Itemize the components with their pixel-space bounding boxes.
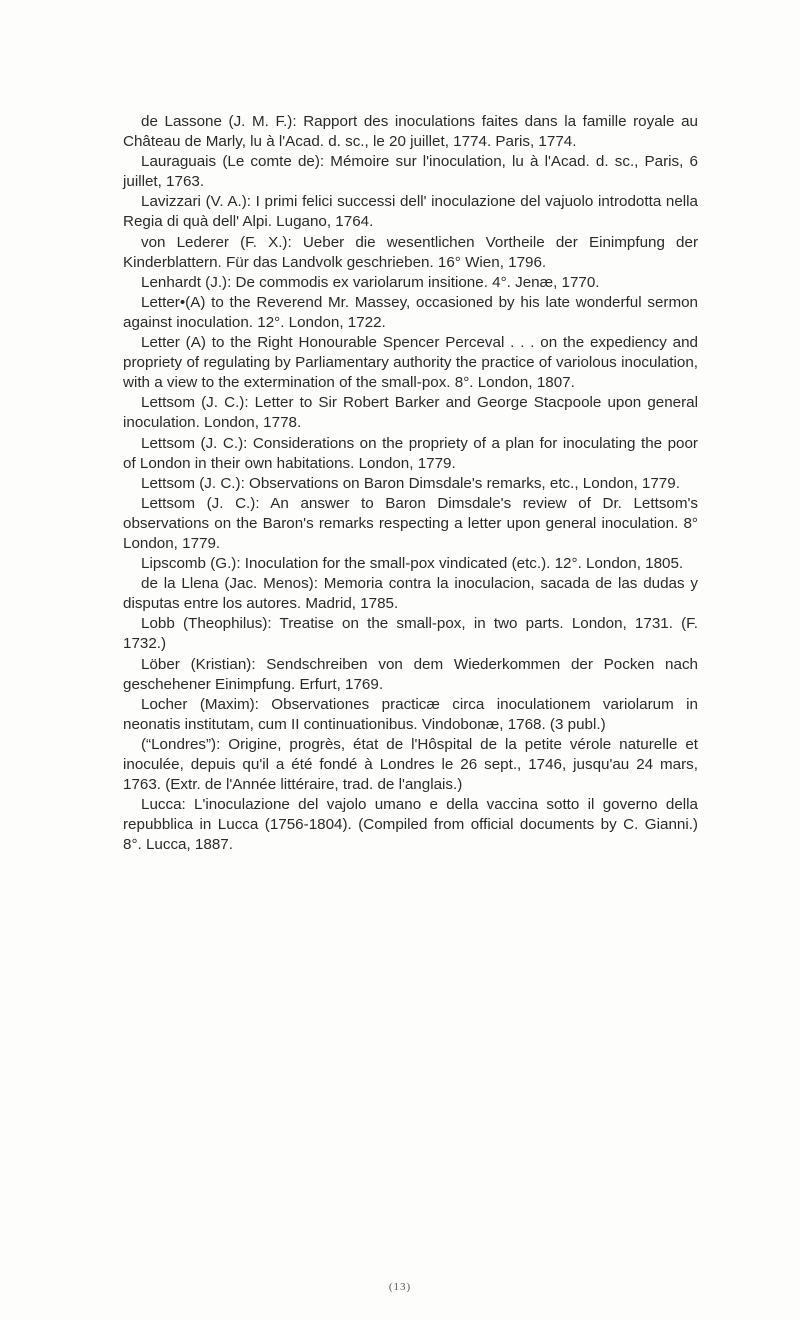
- bibliography-list: [123, 112, 698, 855]
- bibliography-entry: Löber (Kristian): Sendschreiben von dem Wiederkommen der Pocken nach geschehener Einimpfung. Erfurt, 1769.: [123, 655, 698, 693]
- bibliography-entry: de la Llena (Jac. Menos): Memoria contra la inoculacion, sacada de las dudas y disputas entre los autores. Madrid, 1785.: [123, 575, 698, 613]
- bibliography-entry: Lettsom (J. C.): An answer to Baron Dimsdale's review of Dr. Lettsom's observations on the Baron's remarks respecting a letter upon general inoculation. 8° London, 1779.: [123, 494, 698, 552]
- bibliography-entry: Lucca: L'inoculazione del vajolo umano e della vaccina sotto il governo della repubblica in Lucca (1756-1804). (Compiled from official documents by C. Gianni.) 8°. Lucca, 1887.: [123, 796, 698, 854]
- page-number: (13): [388, 1281, 412, 1293]
- bibliography-entry: Locher (Maxim): Observationes practicæ circa inoculationem variolarum in neonatis institutam, cum II continuationibus. Vindobonæ, 1768. (3 publ.): [123, 695, 698, 733]
- bibliography-entry: Lettsom (J. C.): Letter to Sir Robert Barker and George Stacpoole upon general inoculation. London, 1778.: [123, 394, 698, 432]
- bibliography-entry: von Lederer (F. X.): Ueber die wesentlichen Vortheile der Einimpfung der Kinderblattern. Für das Landvolk geschrieben. 16° Wien, 1796.: [123, 233, 698, 271]
- bibliography-entry: Lettsom (J. C.): Observations on Baron Dimsdale's remarks, etc., London, 1779.: [141, 474, 680, 492]
- bibliography-entry: Lenhardt (J.): De commodis ex variolarum insitione. 4°. Jenæ, 1770.: [141, 273, 600, 291]
- bibliography-entry: Lettsom (J. C.): Considerations on the propriety of a plan for inoculating the poor of London in their own habitations. London, 1779.: [123, 434, 698, 472]
- bibliography-entry: Lipscomb (G.): Inoculation for the small-pox vindicated (etc.). 12°. London, 1805.: [141, 555, 684, 573]
- bibliography-entry: Lavizzari (V. A.): I primi felici successi dell' inoculazione del vajuolo introdotta nella Regia di quà dell' Alpi. Lugano, 1764.: [123, 193, 698, 231]
- bibliography-entry: de Lassone (J. M. F.): Rapport des inoculations faites dans la famille royale au Château de Marly, lu à l'Acad. d. sc., le 20 juillet, 1774. Paris, 1774.: [123, 113, 698, 151]
- bibliography-entry: Lauraguais (Le comte de): Mémoire sur l'inoculation, lu à l'Acad. d. sc., Paris, 6 juillet, 1763.: [123, 153, 698, 191]
- bibliography-entry: (“Londres”): Origine, progrès, état de l'Hôspital de la petite vérole naturelle et inoculée, depuis qu'il a été fondé à Londres le 26 sept., 1746, jusqu'au 24 mars, 1763. (Extr. de l'Année littéraire, trad. de l'anglais.): [123, 735, 698, 794]
- bibliography-entry: Lobb (Theophilus): Treatise on the small-pox, in two parts. London, 1731. (F. 1732.): [123, 615, 698, 653]
- bibliography-entry: Letter (A) to the Right Honourable Spencer Perceval . . . on the expediency and propriety of regulating by Parliamentary authority the practice of variolous inoculation, with a view to the extermination of the small-pox. 8°. London, 1807.: [123, 334, 698, 392]
- bibliography-entry: Letter•(A) to the Reverend Mr. Massey, occasioned by his late wonderful sermon against inoculation. 12°. London, 1722.: [123, 293, 698, 331]
